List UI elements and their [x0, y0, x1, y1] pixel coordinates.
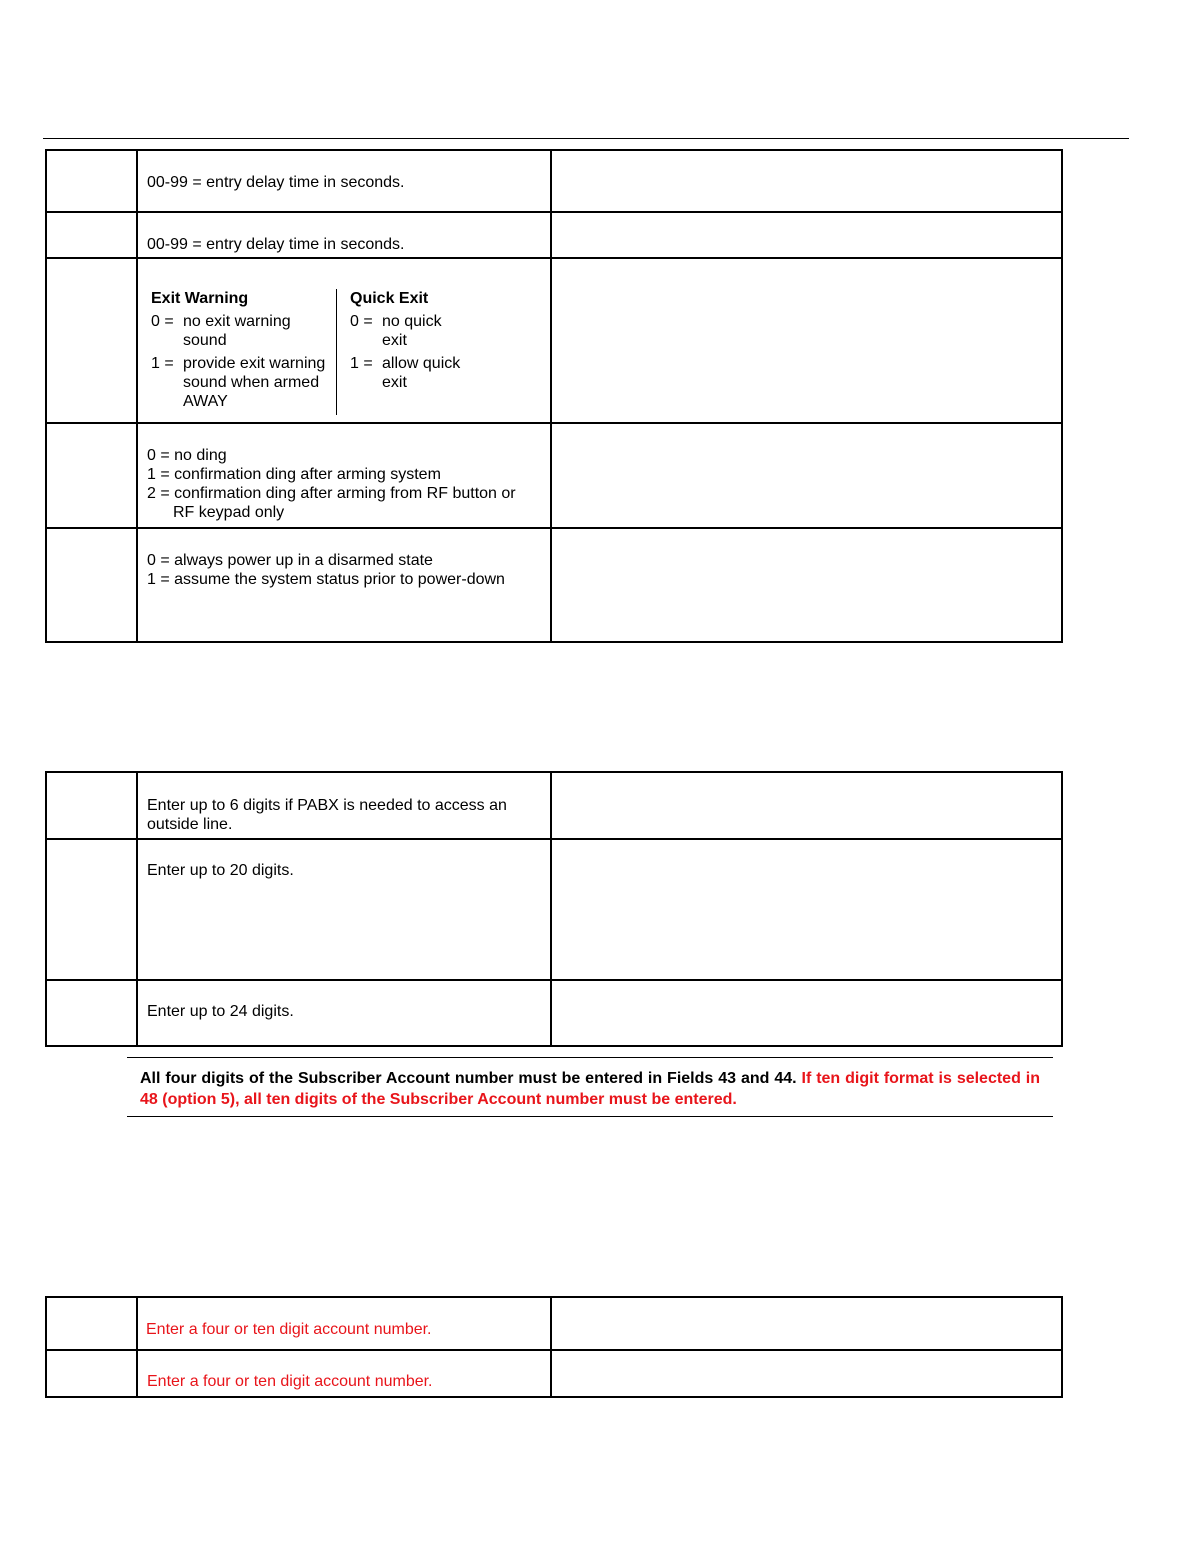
- notes-cell: [551, 258, 1062, 423]
- option-key: 0 =: [350, 313, 373, 330]
- option-text: allow quick exit: [382, 355, 461, 391]
- subscriber-account-note: [127, 1057, 1053, 1117]
- notes-cell: [551, 150, 1062, 212]
- description-cell: [137, 150, 551, 212]
- table-row: [46, 1297, 1062, 1350]
- field-number-cell: [46, 1350, 137, 1397]
- power-up-options: [138, 529, 550, 589]
- field-number-cell: [46, 528, 137, 642]
- description-cell: [137, 980, 551, 1046]
- exit-options-split: [151, 289, 550, 415]
- option-line: 0 = always power up in a disarmed state: [147, 552, 433, 569]
- account-number-text: Enter a four or ten digit account number.: [147, 1373, 433, 1390]
- field-number-cell: [46, 1297, 137, 1350]
- description-cell: [137, 528, 551, 642]
- option-key: 1 =: [151, 355, 174, 372]
- table-row: [46, 839, 1062, 980]
- confirmation-ding-options: [138, 424, 550, 522]
- table-row: [46, 772, 1062, 839]
- table-row: [46, 258, 1062, 423]
- phone-number-table: [45, 771, 1063, 1047]
- quick-exit-heading: Quick Exit: [350, 290, 429, 307]
- table-row: [46, 212, 1062, 258]
- quick-exit-column: [337, 289, 470, 415]
- description-cell: [137, 1297, 551, 1350]
- description-cell: [137, 1350, 551, 1397]
- entry-delay-text: 00-99 = entry delay time in seconds.: [147, 236, 405, 253]
- notes-cell: [551, 839, 1062, 980]
- field-number-cell: [46, 212, 137, 258]
- option-line: 0 = no ding: [147, 447, 227, 464]
- description-cell: [137, 258, 551, 423]
- table-row: [46, 980, 1062, 1046]
- option-line: RF keypad only: [173, 504, 285, 521]
- notes-cell: [551, 528, 1062, 642]
- table-row: [46, 528, 1062, 642]
- exit-warning-option: [151, 354, 336, 411]
- field-number-cell: [46, 839, 137, 980]
- notes-cell: [551, 423, 1062, 528]
- option-key: 0 =: [151, 313, 174, 330]
- notes-cell: [551, 980, 1062, 1046]
- option-text: no quick exit: [382, 313, 442, 349]
- header-rule: [43, 138, 1129, 139]
- exit-warning-option: [151, 312, 336, 350]
- field-number-cell: [46, 772, 137, 839]
- entry-delay-text: 00-99 = entry delay time in seconds.: [147, 174, 405, 191]
- quick-exit-option: [350, 354, 470, 392]
- field-number-cell: [46, 423, 137, 528]
- field-number-cell: [46, 150, 137, 212]
- notes-cell: [551, 1297, 1062, 1350]
- notes-cell: [551, 212, 1062, 258]
- account-number-table: [45, 1296, 1063, 1398]
- field-number-cell: [46, 980, 137, 1046]
- note-black-text: All four digits of the Subscriber Account number must be entered in Fields 43 and 44.: [140, 1070, 797, 1087]
- notes-cell: [551, 1350, 1062, 1397]
- exit-warning-column: [151, 289, 337, 415]
- account-number-text: Enter a four or ten digit account number.: [146, 1321, 432, 1338]
- exit-warning-heading: Exit Warning: [151, 290, 249, 307]
- option-line: 2 = confirmation ding after arming from RF button or: [147, 485, 516, 502]
- field-number-cell: [46, 258, 137, 423]
- digits-20-text: Enter up to 20 digits.: [147, 862, 294, 879]
- delay-options-table: [45, 149, 1063, 643]
- description-cell: [137, 839, 551, 980]
- description-cell: [137, 423, 551, 528]
- note-text: [127, 1058, 1053, 1110]
- description-cell: [137, 212, 551, 258]
- option-line: 1 = confirmation ding after arming system: [147, 466, 441, 483]
- option-line: 1 = assume the system status prior to power-down: [147, 571, 505, 588]
- option-text: provide exit warning sound when armed AWAY: [183, 355, 326, 410]
- notes-cell: [551, 772, 1062, 839]
- table-row: [46, 150, 1062, 212]
- option-text: no exit warning sound: [183, 313, 291, 349]
- note-red-text: If ten digit format is selected in 48 (option 5), all ten digits of the Subscriber Account number must be entered.: [140, 1070, 1040, 1108]
- description-cell: [137, 772, 551, 839]
- table-row: [46, 423, 1062, 528]
- quick-exit-option: [350, 312, 460, 350]
- table-row: [46, 1350, 1062, 1397]
- pabx-text: Enter up to 6 digits if PABX is needed to access an outside line.: [147, 797, 507, 833]
- option-key: 1 =: [350, 355, 373, 372]
- digits-24-text: Enter up to 24 digits.: [147, 1003, 294, 1020]
